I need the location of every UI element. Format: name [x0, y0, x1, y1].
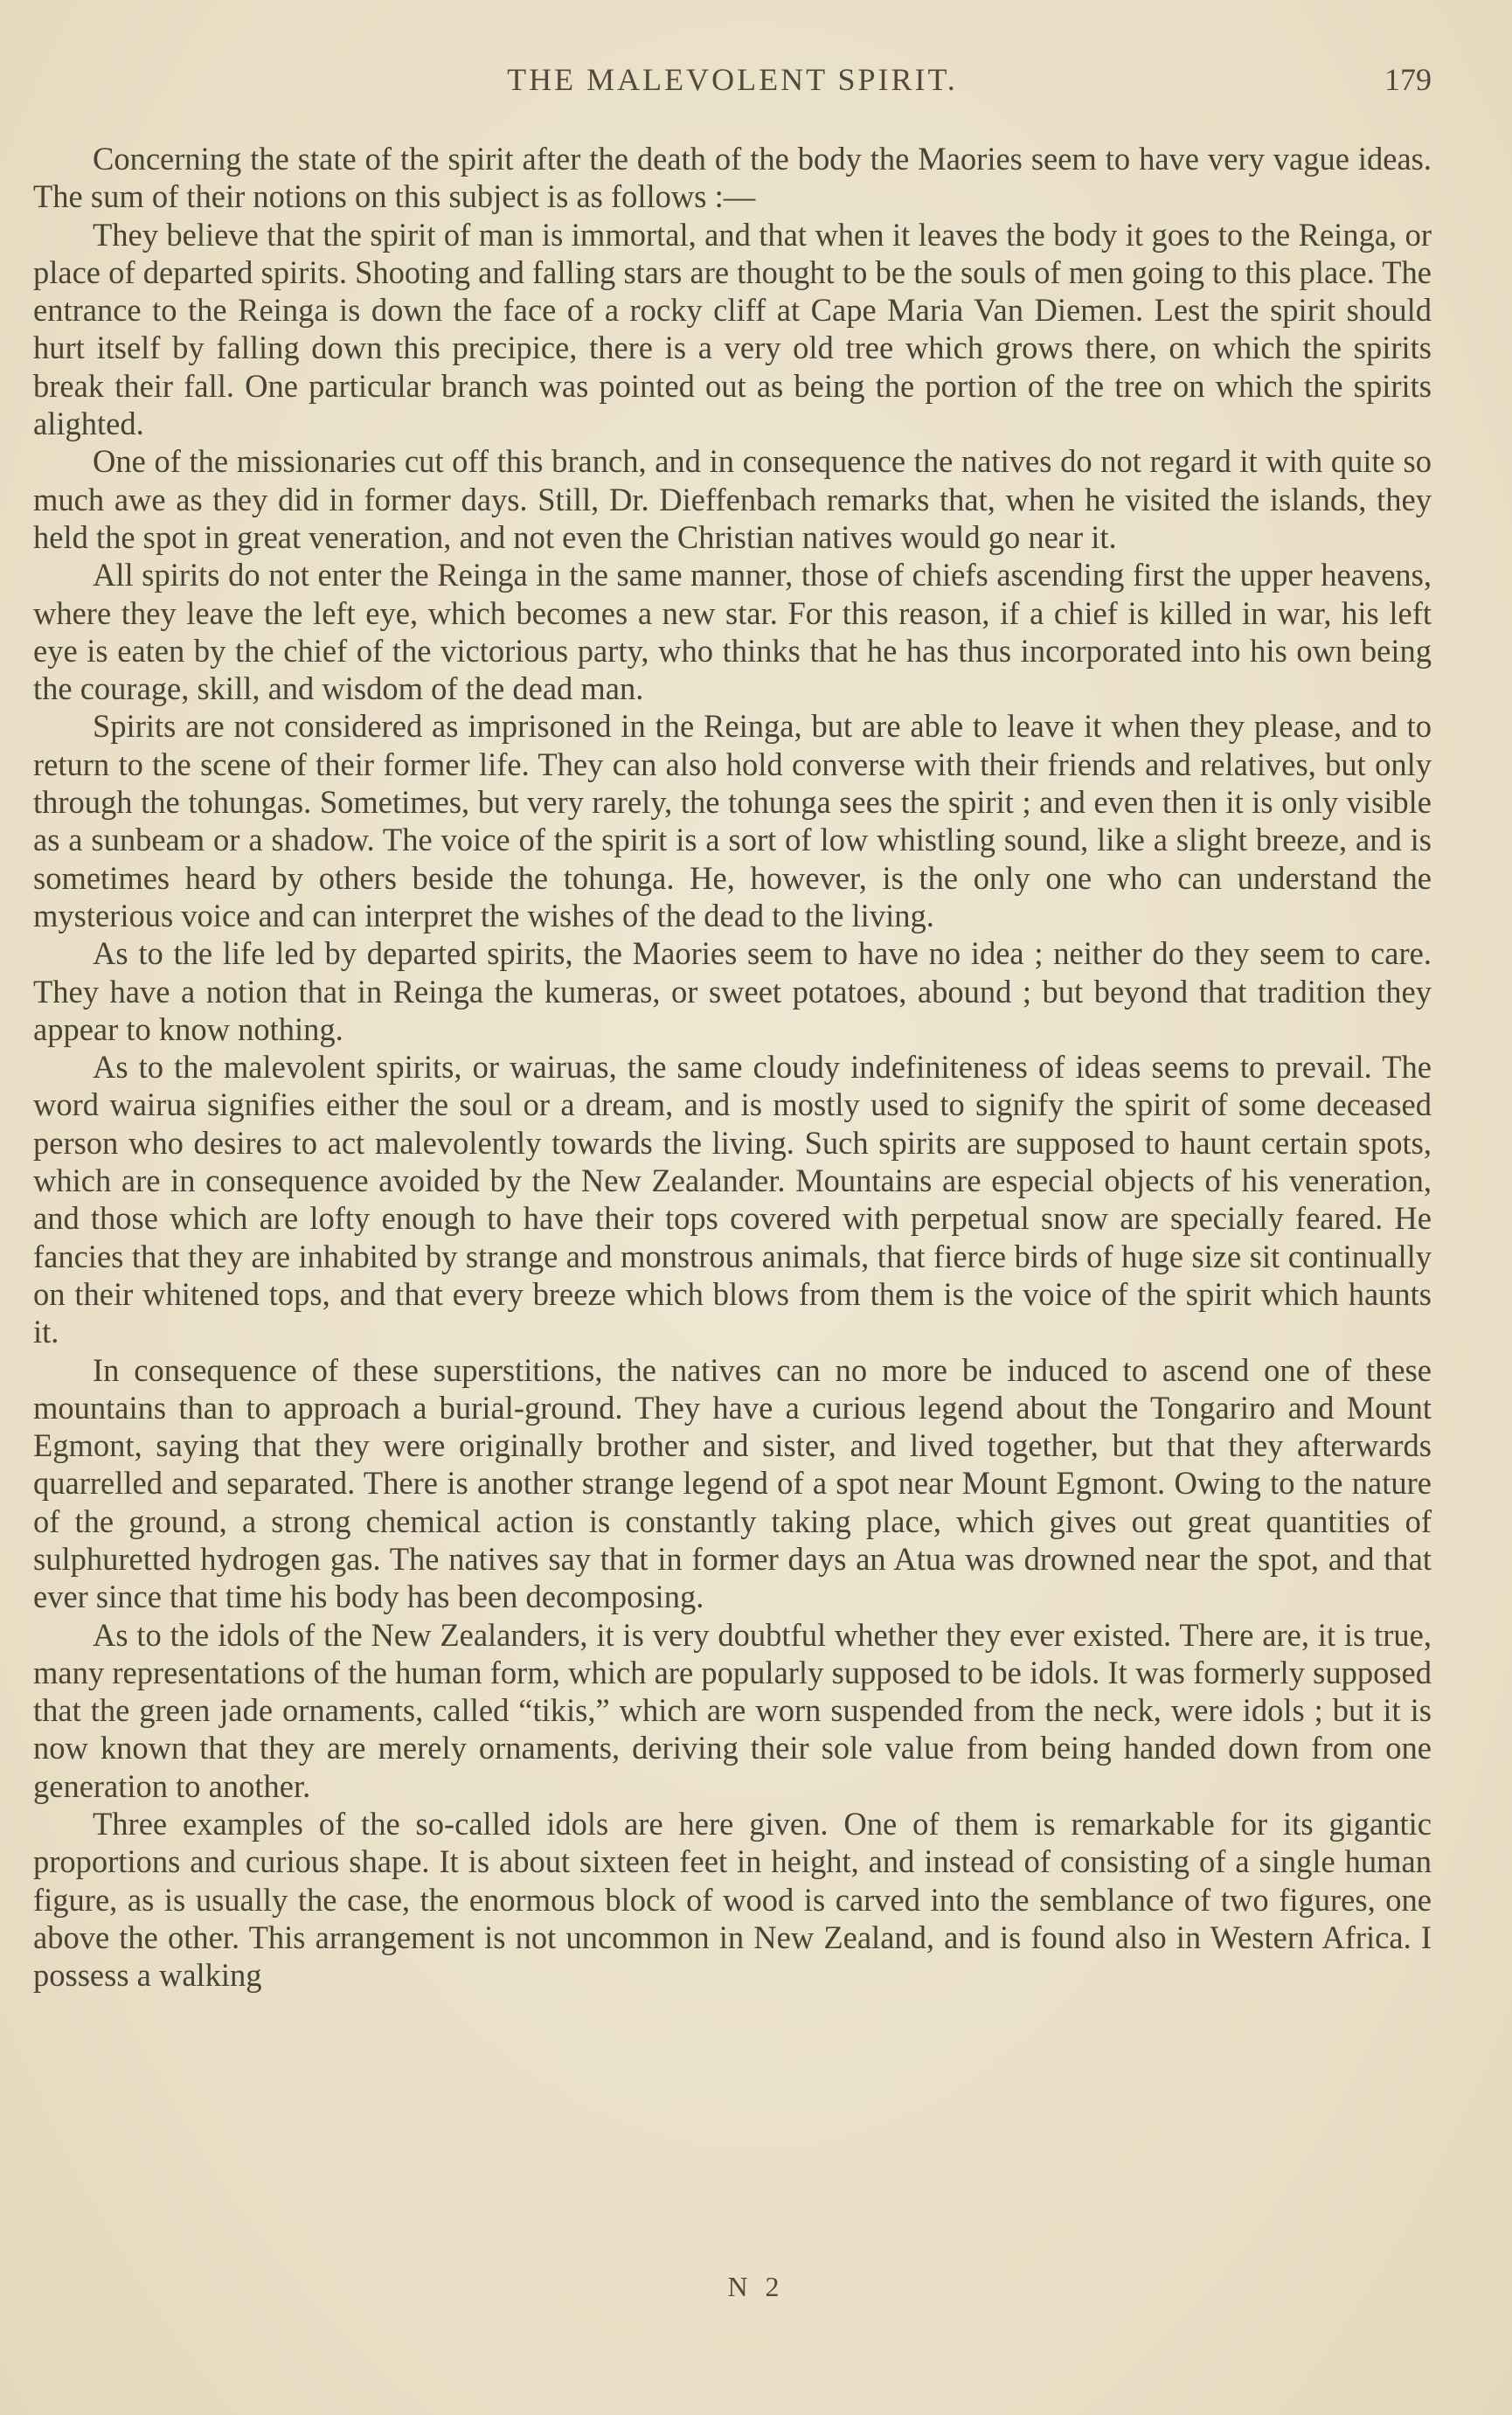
paragraph-mountain-legends: In consequence of these superstitions, the natives can no more be induced to ascend one of these mountains than to approach a burial-ground. They have a curious legend about the Tongariro and Mount Egmont, saying that they were originally brother and sister, and lived together, but that they afterwards quarrelled and separated. There is another strange legend of a spot near Mount Egmont. Owing to the nature of the ground, a strong chemical action is constantly taking place, which gives out great quantities of sulphuretted hydrogen gas. The natives say that in former days an Atua was drowned near the spot, and that ever since that time his body has been decomposing. [33, 1351, 1432, 1615]
paragraph-reinga: They believe that the spirit of man is immortal, and that when it leaves the body it goes to the Reinga, or place of departed spirits. Shooting and falling stars are thought to be the souls of men going to this place. The entrance to the Reinga is down the face of a rocky cliff at Cape Maria Van Diemen. Lest the spirit should hurt itself by falling down this precipice, there is a very old tree which grows there, on which the spirits break their fall. One particular branch was pointed out as being the portion of the tree on which the spirits alighted. [33, 216, 1432, 442]
paragraph-idols: As to the idols of the New Zealanders, it is very doubtful whether they ever existed. There are, it is true, many representations of the human form, which are popularly supposed to be idols. It was formerly supposed that the green jade ornaments, called “tikis,” which are worn suspended from the neck, were idols ; but it is now known that they are merely ornaments, deriving their sole value from being handed down from one generation to another. [33, 1616, 1432, 1804]
page-number: 179 [1384, 62, 1432, 97]
paragraph-chiefs-left-eye: All spirits do not enter the Reinga in the same manner, those of chiefs ascending first the upper heavens, where they leave the left eye, which becomes a new star. For this reason, if a chief is killed in war, his left eye is eaten by the chief of the victorious party, who thinks that he has thus incorporated into his own being the courage, skill, and wisdom of the dead man. [33, 557, 1432, 707]
page-header [33, 61, 1432, 107]
paragraph-missionaries-branch: One of the missionaries cut off this branch, and in consequence the natives do not regard it with quite so much awe as they did in former days. Still, Dr. Dieffenbach remarks that, when he visited the islands, they held the spot in great veneration, and not even the Christian natives would go near it. [33, 443, 1432, 555]
signature-mark: N 2 [727, 2271, 785, 2302]
body-text [33, 140, 1432, 1995]
paragraph-three-examples: Three examples of the so-called idols are here given. One of them is remarkable for its gigantic proportions and curious shape. It is about sixteen feet in height, and instead of consisting of a single human figure, as is usually the case, the enormous block of wood is carved into the semblance of two figures, one above the other. This arrangement is not uncommon in New Zealand, and is found also in Western Africa. I possess a walking [33, 1806, 1432, 1994]
paragraph-wairuas: As to the malevolent spirits, or wairuas, the same cloudy indefiniteness of ideas seems to prevail. The word wairua signifies either the soul or a dream, and is mostly used to signify the spirit of some deceased person who desires to act malevolently towards the living. Such spirits are supposed to haunt certain spots, which are in consequence avoided by the New Zealander. Mountains are especial objects of his veneration, and those which are lofty enough to have their tops covered with perpetual snow are specially feared. He fancies that they are inhabited by strange and monstrous animals, that fierce birds of huge size sit continually on their whitened tops, and that every breeze which blows from them is the voice of the spirit which haunts it. [33, 1049, 1432, 1350]
running-title: THE MALEVOLENT SPIRIT. [507, 62, 958, 97]
paragraph-life-of-spirits: As to the life led by departed spirits, the Maories seem to have no idea ; neither do they seem to care. They have a notion that in Reinga the kumeras, or sweet potatoes, abound ; but beyond that tradition they appear to know nothing. [33, 935, 1432, 1047]
paragraph-spirits-converse: Spirits are not considered as imprisoned in the Reinga, but are able to leave it when they please, and to return to the scene of their former life. They can also hold converse with their friends and relatives, but only through the tohungas. Sometimes, but very rarely, the tohunga sees the spirit ; and even then it is only visible as a sunbeam or a shadow. The voice of the spirit is a sort of low whistling sound, like a slight breeze, and is sometimes heard by others beside the tohunga. He, however, is the only one who can understand the mysterious voice and can interpret the wishes of the dead to the living. [33, 708, 1432, 933]
paragraph-spirit-after-death: Concerning the state of the spirit after the death of the body the Maories seem to have very vague ideas. The sum of their notions on this subject is as follows :— [33, 141, 1432, 215]
